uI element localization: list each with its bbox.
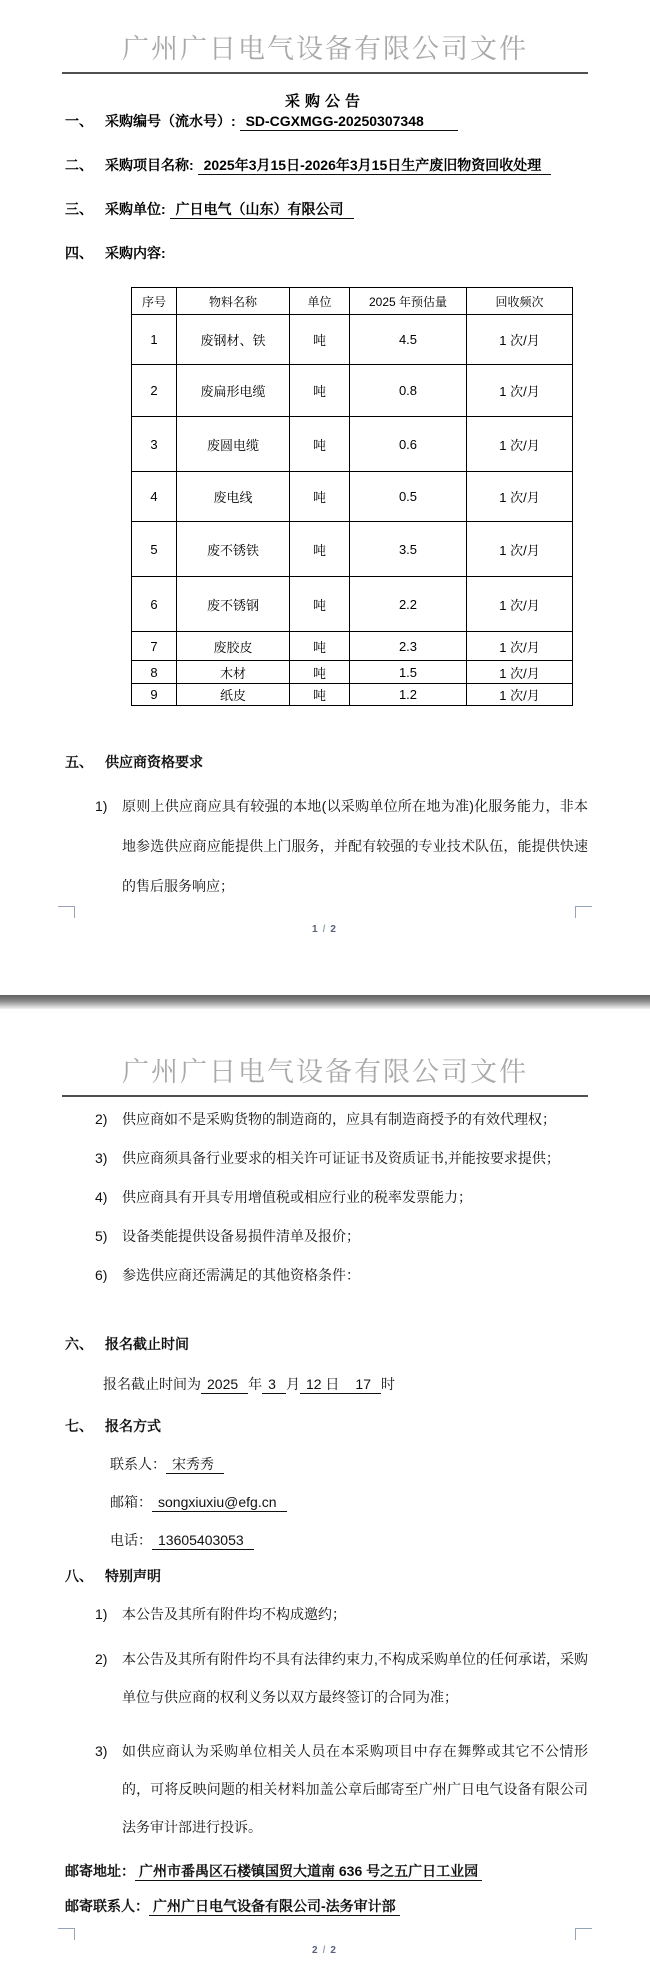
section-number: 三、 xyxy=(65,201,93,217)
table-header-cell: 单位 xyxy=(290,288,350,315)
clause-number: 6) xyxy=(95,1267,108,1283)
mailing-label: 邮寄地址： xyxy=(65,1863,135,1879)
deadline-hour-unit: 时 xyxy=(381,1376,395,1392)
clause-number: 3) xyxy=(95,1150,108,1166)
procurement-number-line xyxy=(65,111,588,131)
statement-item xyxy=(65,1732,588,1846)
clause-number: 3) xyxy=(95,1743,108,1759)
contact-email-line xyxy=(110,1492,588,1512)
procurement-content-line xyxy=(65,243,588,263)
table-header-cell: 序号 xyxy=(132,288,177,315)
table-cell: 1.2 xyxy=(350,684,467,706)
deadline-line xyxy=(103,1374,588,1394)
clause-item xyxy=(65,1148,588,1168)
clause-text: 供应商如不是采购货物的制造商的，应具有制造商授予的有效代理权； xyxy=(122,1111,556,1127)
clause-number: 1) xyxy=(95,1606,108,1622)
company-letterhead: 广州广日电气设备有限公司文件 xyxy=(122,1057,528,1087)
section-supplier-qualifications xyxy=(65,752,588,772)
clause-item xyxy=(65,1109,588,1129)
purchasing-unit-value: 广日电气（山东）有限公司 xyxy=(170,201,354,219)
table-cell: 吨 xyxy=(290,472,350,522)
section-registration-deadline xyxy=(65,1334,588,1354)
field-label: 采购单位: xyxy=(105,201,170,217)
letterhead-rule xyxy=(62,72,588,74)
deadline-hour: 17 xyxy=(349,1376,381,1394)
table-cell: 废圆电缆 xyxy=(177,417,290,472)
clause-text: 本公告及其所有附件均不具有法律约束力,不构成采购单位的任何承诺，采购单位与供应商的权利义务以双方最终签订的合同为准； xyxy=(122,1651,588,1705)
table-cell-frequency: 1 次/月 xyxy=(467,417,573,472)
contact-person-value: 宋秀秀 xyxy=(166,1456,224,1474)
table-cell: 3.5 xyxy=(350,522,467,577)
mailing-address-value: 广州市番禺区石楼镇国贸大道南 636 号之五广日工业园 xyxy=(135,1863,482,1881)
table-row xyxy=(132,577,573,632)
table-cell-frequency: 1 次/月 xyxy=(467,315,573,365)
table-header-cell: 2025 年预估量 xyxy=(350,288,467,315)
page-number-separator: / xyxy=(322,1945,328,1956)
table-cell: 6 xyxy=(132,577,177,632)
table-cell-frequency: 1 次/月 xyxy=(467,684,573,706)
clause-text: 供应商须具备行业要求的相关许可证证书及资质证书,并能按要求提供； xyxy=(122,1150,560,1166)
table-cell: 2.3 xyxy=(350,632,467,661)
text-boundary-mark-left xyxy=(58,906,75,918)
table-row xyxy=(132,661,573,684)
contact-label: 联系人： xyxy=(110,1456,166,1472)
deadline-prefix: 报名截止时间为 xyxy=(103,1376,201,1392)
table-cell: 4 xyxy=(132,472,177,522)
section-number: 一、 xyxy=(65,113,93,129)
clause-number: 5) xyxy=(95,1228,108,1244)
table-cell: 5 xyxy=(132,522,177,577)
table-cell: 废不锈钢 xyxy=(177,577,290,632)
project-name-line xyxy=(65,155,588,175)
section-number: 七、 xyxy=(65,1418,93,1434)
section-title: 报名截止时间 xyxy=(105,1336,189,1352)
table-cell: 吨 xyxy=(290,577,350,632)
page-total: 2 xyxy=(330,1945,338,1956)
statement-item xyxy=(65,1640,588,1716)
contact-phone-value: 13605403053 xyxy=(152,1532,254,1550)
table-cell: 1 xyxy=(132,315,177,365)
clause-item xyxy=(65,1187,588,1207)
section-registration-method xyxy=(65,1416,588,1436)
page-number xyxy=(0,1945,650,1956)
table-cell: 1.5 xyxy=(350,661,467,684)
contact-phone-line xyxy=(110,1530,588,1550)
statement-item xyxy=(65,1604,588,1624)
page-number-separator: / xyxy=(322,924,328,935)
table-cell: 吨 xyxy=(290,365,350,417)
table-cell: 吨 xyxy=(290,661,350,684)
letterhead-rule xyxy=(62,1095,588,1097)
page-current: 1 xyxy=(312,924,320,935)
table-row xyxy=(132,417,573,472)
field-label: 采购内容: xyxy=(105,245,166,261)
deadline-year-unit: 年 xyxy=(248,1376,263,1392)
table-cell: 0.6 xyxy=(350,417,467,472)
clause-text: 原则上供应商应具有较强的本地(以采购单位所在地为准)化服务能力，非本地参选供应商应能提供上门服务，并配有较强的专业技术队伍，能提供快速的售后服务响应； xyxy=(122,798,588,894)
table-header-row xyxy=(132,288,573,315)
mailing-label: 邮寄联系人： xyxy=(65,1898,149,1914)
page-separator xyxy=(0,995,650,1009)
deadline-day: 12 日 xyxy=(300,1376,349,1394)
page-total: 2 xyxy=(330,924,338,935)
table-row xyxy=(132,522,573,577)
table-cell: 废胶皮 xyxy=(177,632,290,661)
field-label: 采购编号（流水号）: xyxy=(105,113,240,129)
clause-number: 1) xyxy=(95,798,108,814)
table-cell: 2 xyxy=(132,365,177,417)
page-current: 2 xyxy=(312,1945,320,1956)
table-cell: 废电线 xyxy=(177,472,290,522)
table-cell: 吨 xyxy=(290,684,350,706)
field-label: 采购项目名称: xyxy=(105,157,198,173)
section-number: 六、 xyxy=(65,1336,93,1352)
table-cell-frequency: 1 次/月 xyxy=(467,365,573,417)
table-row xyxy=(132,315,573,365)
deadline-year: 2025 xyxy=(201,1376,248,1394)
contact-email-value: songxiuxiu@efg.cn xyxy=(152,1494,287,1512)
table-row xyxy=(132,365,573,417)
section-number: 五、 xyxy=(65,754,93,770)
table-cell-frequency: 1 次/月 xyxy=(467,472,573,522)
section-title: 特别声明 xyxy=(105,1568,161,1584)
table-cell: 4.5 xyxy=(350,315,467,365)
text-boundary-mark-right xyxy=(575,906,592,918)
table-header-cell: 物料名称 xyxy=(177,288,290,315)
table-cell: 0.5 xyxy=(350,472,467,522)
section-title: 供应商资格要求 xyxy=(105,754,203,770)
clause-text: 供应商具有开具专用增值税或相应行业的税率发票能力； xyxy=(122,1189,472,1205)
table-cell: 纸皮 xyxy=(177,684,290,706)
table-cell: 废不锈铁 xyxy=(177,522,290,577)
company-letterhead: 广州广日电气设备有限公司文件 xyxy=(122,34,528,64)
table-cell: 吨 xyxy=(290,522,350,577)
mailing-contact-line xyxy=(65,1896,610,1916)
mailing-address-line xyxy=(65,1861,610,1881)
clause-text: 如供应商认为采购单位相关人员在本采购项目中存在舞弊或其它不公情形的，可将反映问题的相关材料加盖公章后邮寄至广州广日电气设备有限公司法务审计部进行投诉。 xyxy=(122,1743,588,1835)
section-special-statement xyxy=(65,1566,588,1586)
table-row xyxy=(132,472,573,522)
table-cell: 7 xyxy=(132,632,177,661)
clause-number: 2) xyxy=(95,1111,108,1127)
purchasing-unit-line xyxy=(65,199,588,219)
table-row xyxy=(132,684,573,706)
table-cell: 9 xyxy=(132,684,177,706)
contact-label: 电话： xyxy=(110,1532,152,1548)
table-cell-frequency: 1 次/月 xyxy=(467,577,573,632)
table-cell: 2.2 xyxy=(350,577,467,632)
table-cell: 废扁形电缆 xyxy=(177,365,290,417)
clause-text: 设备类能提供设备易损件清单及报价； xyxy=(122,1228,360,1244)
clause-item xyxy=(65,1226,588,1246)
clause-item xyxy=(65,1265,588,1285)
deadline-month: 3 xyxy=(262,1376,286,1394)
clause-text: 参选供应商还需满足的其他资格条件： xyxy=(122,1267,360,1283)
clause-number: 4) xyxy=(95,1189,108,1205)
procurement-number-value: SD-CGXMGG-20250307348 xyxy=(240,113,458,131)
project-name-value: 2025年3月15日-2026年3月15日生产废旧物资回收处理 xyxy=(198,157,552,175)
section-number: 八、 xyxy=(65,1568,93,1584)
table-cell: 废钢材、铁 xyxy=(177,315,290,365)
mailing-contact-value: 广州广日电气设备有限公司-法务审计部 xyxy=(149,1898,400,1916)
table-cell: 8 xyxy=(132,661,177,684)
table-cell-frequency: 1 次/月 xyxy=(467,661,573,684)
text-boundary-mark-left xyxy=(58,1928,75,1940)
deadline-month-unit: 月 xyxy=(285,1376,300,1392)
table-header-cell: 回收频次 xyxy=(467,288,573,315)
table-cell: 3 xyxy=(132,417,177,472)
page-2 xyxy=(0,1009,650,1988)
clause-number: 2) xyxy=(95,1651,108,1667)
table-cell: 吨 xyxy=(290,417,350,472)
clause-item xyxy=(65,786,588,906)
table-cell: 木材 xyxy=(177,661,290,684)
page-number xyxy=(0,924,650,935)
table-cell-frequency: 1 次/月 xyxy=(467,522,573,577)
table-row xyxy=(132,632,573,661)
table-cell: 吨 xyxy=(290,632,350,661)
procurement-table xyxy=(131,287,573,706)
section-title: 报名方式 xyxy=(105,1418,161,1434)
clause-text: 本公告及其所有附件均不构成邀约； xyxy=(122,1606,346,1622)
text-boundary-mark-right xyxy=(575,1928,592,1940)
table-cell: 吨 xyxy=(290,315,350,365)
table-cell-frequency: 1 次/月 xyxy=(467,632,573,661)
doc-title: 采购公告 xyxy=(284,93,365,110)
contact-person-line xyxy=(110,1454,588,1474)
section-number: 二、 xyxy=(65,157,93,173)
table-cell: 0.8 xyxy=(350,365,467,417)
contact-label: 邮箱： xyxy=(110,1494,152,1510)
section-number: 四、 xyxy=(65,245,93,261)
